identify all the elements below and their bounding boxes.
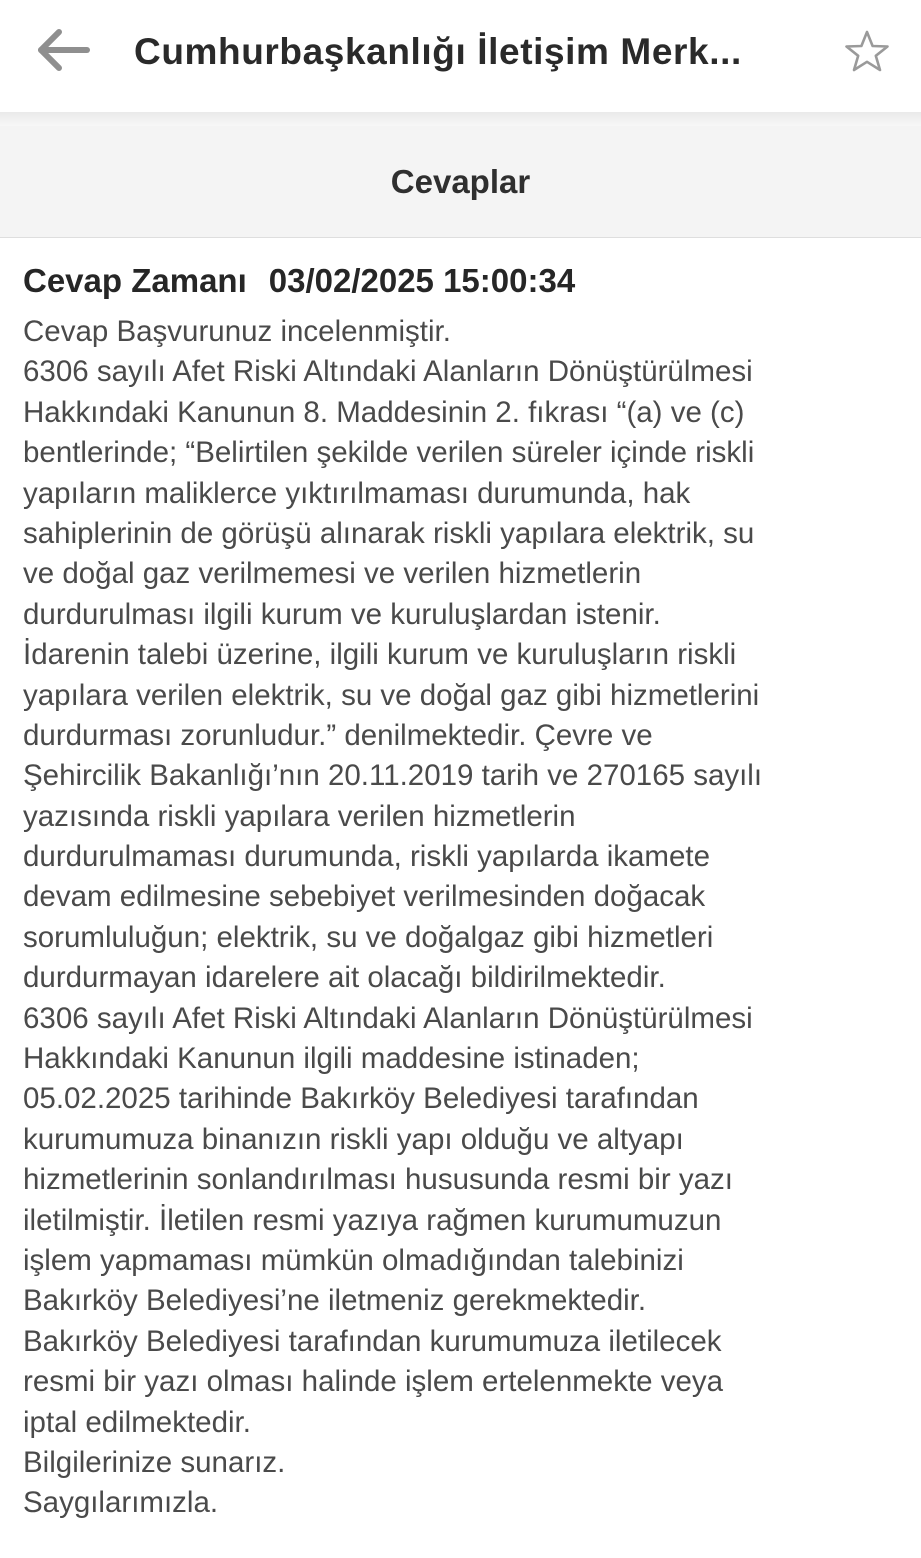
- answer-line: 6306 sayılı Afet Riski Altındaki Alanların Dönüştürülmesi: [23, 355, 753, 389]
- answer-line: iptal edilmektedir.: [23, 1405, 251, 1439]
- answer-line: ve doğal gaz verilmemesi ve verilen hizmetlerin: [23, 557, 642, 591]
- answer-time-value: 03/02/2025 15:00:34: [268, 262, 576, 299]
- answer-line: yapılara verilen elektrik, su ve doğal gaz gibi hizmetlerini: [23, 678, 760, 712]
- answer-line: durdurulmaması durumunda, riskli yapılarda ikamete: [23, 840, 710, 874]
- page-title: Cumhurbaşkanlığı İletişim Merk...: [134, 31, 742, 72]
- answer-line: Hakkındaki Kanunun 8. Maddesinin 2. fıkrası “(a) ve (c): [23, 395, 745, 429]
- answer-line: durdurması zorunludur.” denilmektedir. Çevre ve: [23, 718, 653, 752]
- answer-line: Cevap Başvurunuz incelenmiştir.: [23, 315, 451, 348]
- back-button[interactable]: [28, 24, 98, 80]
- answer-line: kurumumuza binanızın riskli yapı olduğu ve altyapı: [23, 1122, 684, 1156]
- answer-line: Bakırköy Belediyesi’ne iletmeniz gerekmektedir.: [23, 1284, 647, 1318]
- answer-line: 05.02.2025 tarihinde Bakırköy Belediyesi tarafından: [23, 1082, 699, 1116]
- answer-line: iletilmiştir. İletilen resmi yazıya rağmen kurumumuzun: [23, 1203, 722, 1237]
- answer-line: yapıların maliklerce yıktırılmaması durumunda, hak: [23, 476, 691, 510]
- arrow-left-icon: [35, 28, 91, 77]
- answer-line: Bilgilerinize sunarız.: [23, 1445, 286, 1479]
- answer-line: hizmetlerinin sonlandırılması hususunda resmi bir yazı: [23, 1163, 733, 1197]
- section-title: Cevaplar: [390, 162, 531, 200]
- header-divider: [0, 112, 921, 126]
- favorite-button[interactable]: [840, 26, 894, 80]
- answer-line: İdarenin talebi üzerine, ilgili kurum ve kuruluşların riskli: [23, 638, 737, 672]
- answer-line: sahiplerinin de görüşü alınarak riskli yapılara elektrik, su: [23, 516, 755, 550]
- answer-line: durdurmayan idarelere ait olacağı bildirilmektedir.: [23, 961, 666, 995]
- answer-line: Şehircilik Bakanlığı’nın 20.11.2019 tarih ve 270165 sayılı: [23, 759, 763, 793]
- answer-line: devam edilmesine sebebiyet verilmesinden doğacak: [23, 880, 706, 914]
- answer-line: durdurulması ilgili kurum ve kuruluşlardan istenir.: [23, 597, 661, 631]
- answer-time-row: [23, 258, 903, 304]
- answer-line: bentlerinde; “Belirtilen şekilde verilen süreler içinde riskli: [23, 436, 755, 470]
- answer-time-label: Cevap Zamanı: [23, 262, 247, 299]
- answer-body: [23, 312, 903, 1524]
- answer-line: sorumluluğun; elektrik, su ve doğalgaz gibi hizmetleri: [23, 920, 714, 954]
- answer-line: işlem yapmaması mümkün olmadığından talebinizi: [23, 1243, 684, 1277]
- answer-line: yazısında riskli yapılara verilen hizmetlerin: [23, 799, 576, 833]
- answer-card: [23, 258, 903, 1524]
- answer-line: Hakkındaki Kanunun ilgili maddesine istinaden;: [23, 1042, 640, 1076]
- answer-line: resmi bir yazı olması halinde işlem ertelenmekte veya: [23, 1365, 724, 1399]
- section-header: [0, 126, 921, 238]
- star-outline-icon: [844, 29, 890, 78]
- answer-line: Saygılarımızla.: [23, 1486, 219, 1520]
- answer-line: Bakırköy Belediyesi tarafından kurumumuza iletilecek: [23, 1324, 722, 1358]
- app-bar: [0, 0, 921, 112]
- answer-line: 6306 sayılı Afet Riski Altındaki Alanların Dönüştürülmesi: [23, 1001, 753, 1035]
